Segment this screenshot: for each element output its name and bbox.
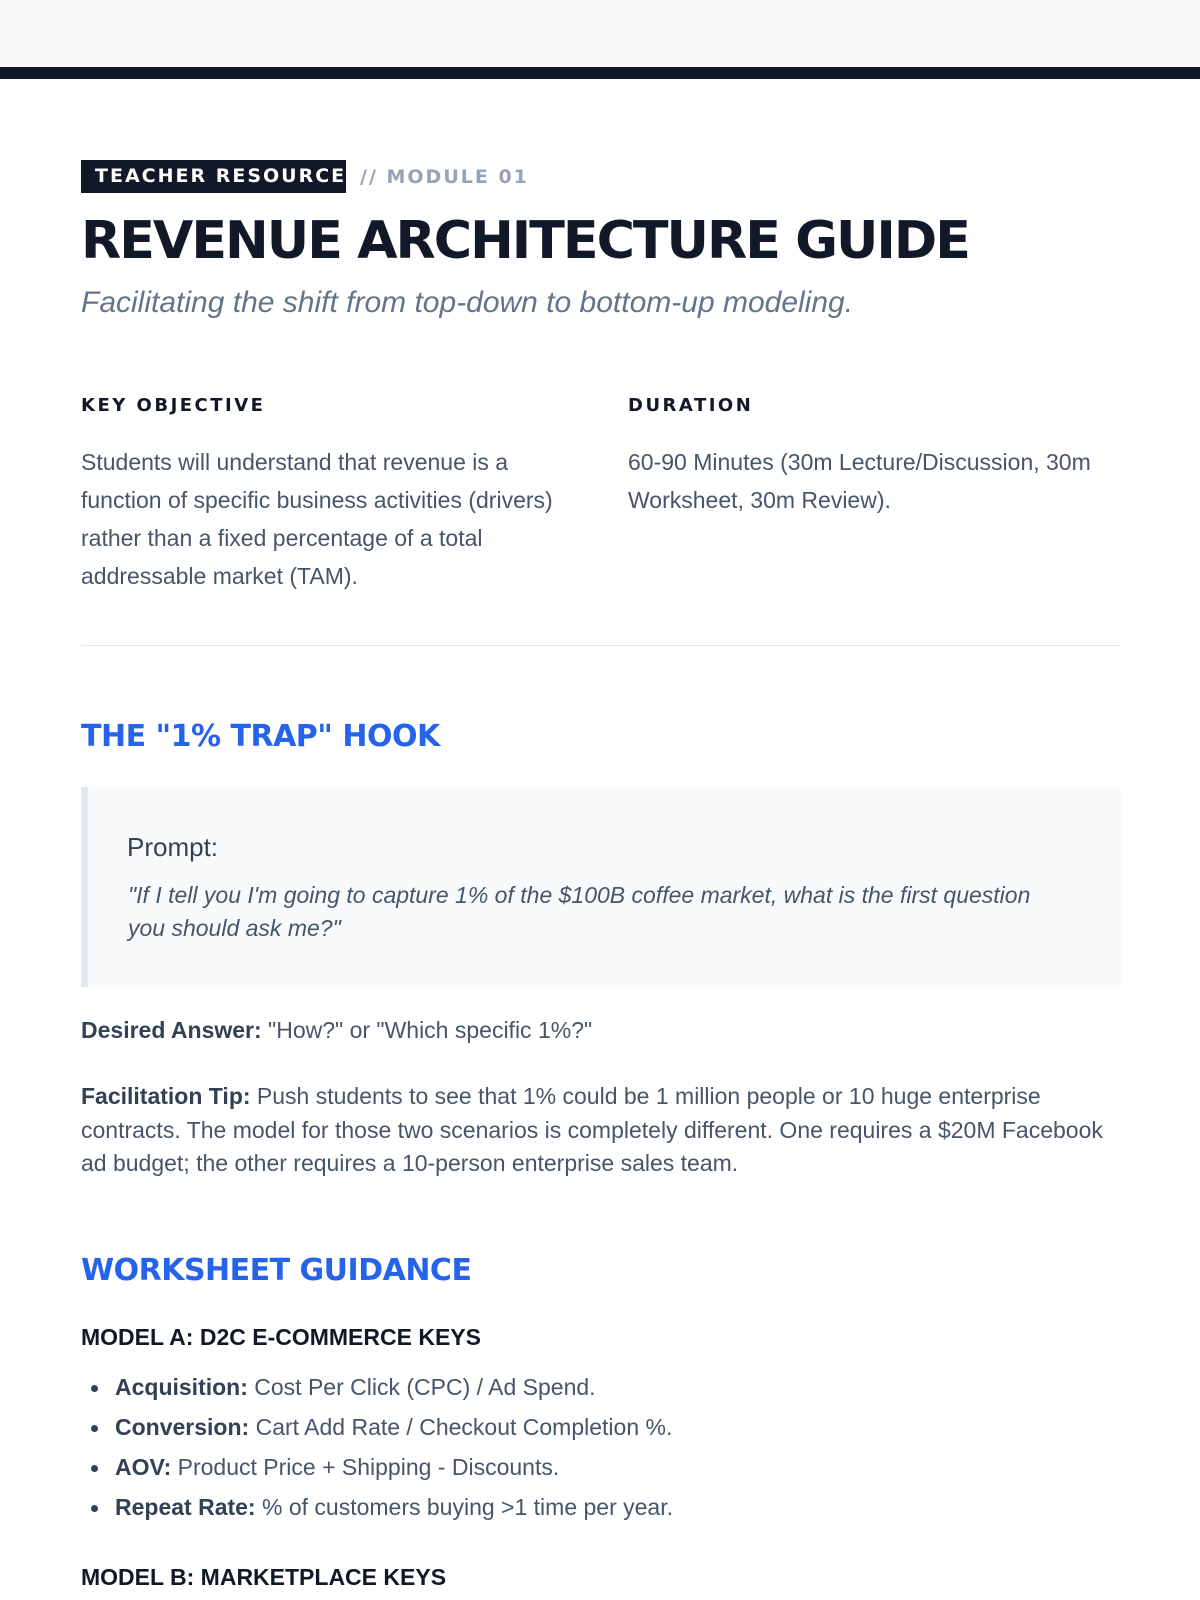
model-b-heading: MODEL B: MARKETPLACE KEYS	[81, 1564, 447, 1590]
worksheet-heading: WORKSHEET GUIDANCE	[81, 1253, 472, 1288]
key-objective-label: KEY OBJECTIVE	[81, 395, 266, 416]
list-item-text: Product Price + Shipping - Discounts.	[171, 1454, 560, 1480]
duration-block	[628, 394, 1098, 519]
duration-label: DURATION	[628, 395, 754, 416]
prompt-quote: "If I tell you I'm going to capture 1% of the $100B coffee market, what is the first question you should ask me?"	[128, 882, 1031, 941]
section-divider	[81, 645, 1121, 646]
key-objective-text: Students will understand that revenue is a function of specific business activities (drivers) rather than a fixed percentage of a total addressable market (TAM).	[81, 449, 553, 589]
facilitation-tip-label: Facilitation Tip:	[81, 1083, 251, 1109]
list-item	[115, 1447, 673, 1487]
page-subtitle: Facilitating the shift from top-down to bottom-up modeling.	[81, 286, 854, 319]
duration-text: 60-90 Minutes (30m Lecture/Discussion, 30m Worksheet, 30m Review).	[628, 449, 1091, 513]
list-item	[115, 1367, 673, 1407]
list-item-label: Conversion:	[115, 1414, 250, 1440]
resource-badge: TEACHER RESOURCE	[81, 160, 346, 193]
facilitation-tip-text: Push students to see that 1% could be 1 million people or 10 huge enterprise contracts. The model for those two scenarios is completely different. One requires a $20M Facebook ad budget; the other requires a 10-person enterprise sales team.	[81, 1083, 1103, 1176]
page-title: REVENUE ARCHITECTURE GUIDE	[81, 211, 969, 271]
top-bar	[0, 0, 1200, 67]
prompt-label: Prompt:	[127, 832, 219, 862]
hook-heading: THE "1% TRAP" HOOK	[81, 719, 440, 754]
facilitation-tip	[81, 1080, 1121, 1181]
model-a-heading: MODEL A: D2C E-COMMERCE KEYS	[81, 1324, 481, 1350]
key-objective-block	[81, 394, 571, 595]
eyebrow	[81, 160, 529, 193]
desired-answer-label: Desired Answer:	[81, 1017, 262, 1043]
top-rule	[0, 67, 1200, 79]
prompt-callout	[81, 787, 1121, 987]
module-tag: // MODULE 01	[360, 165, 529, 188]
list-item-text: % of customers buying >1 time per year.	[255, 1494, 674, 1520]
desired-answer-text: "How?" or "Which specific 1%?"	[261, 1017, 593, 1043]
list-item-label: AOV:	[115, 1454, 172, 1480]
list-item-text: Cost Per Click (CPC) / Ad Spend.	[247, 1374, 596, 1400]
list-item	[115, 1407, 673, 1447]
desired-answer	[81, 1014, 1121, 1048]
list-item	[115, 1487, 673, 1527]
model-a-keys-list	[81, 1367, 673, 1527]
list-item-label: Repeat Rate:	[115, 1494, 256, 1520]
list-item-label: Acquisition:	[115, 1374, 248, 1400]
list-item-text: Cart Add Rate / Checkout Completion %.	[249, 1414, 673, 1440]
